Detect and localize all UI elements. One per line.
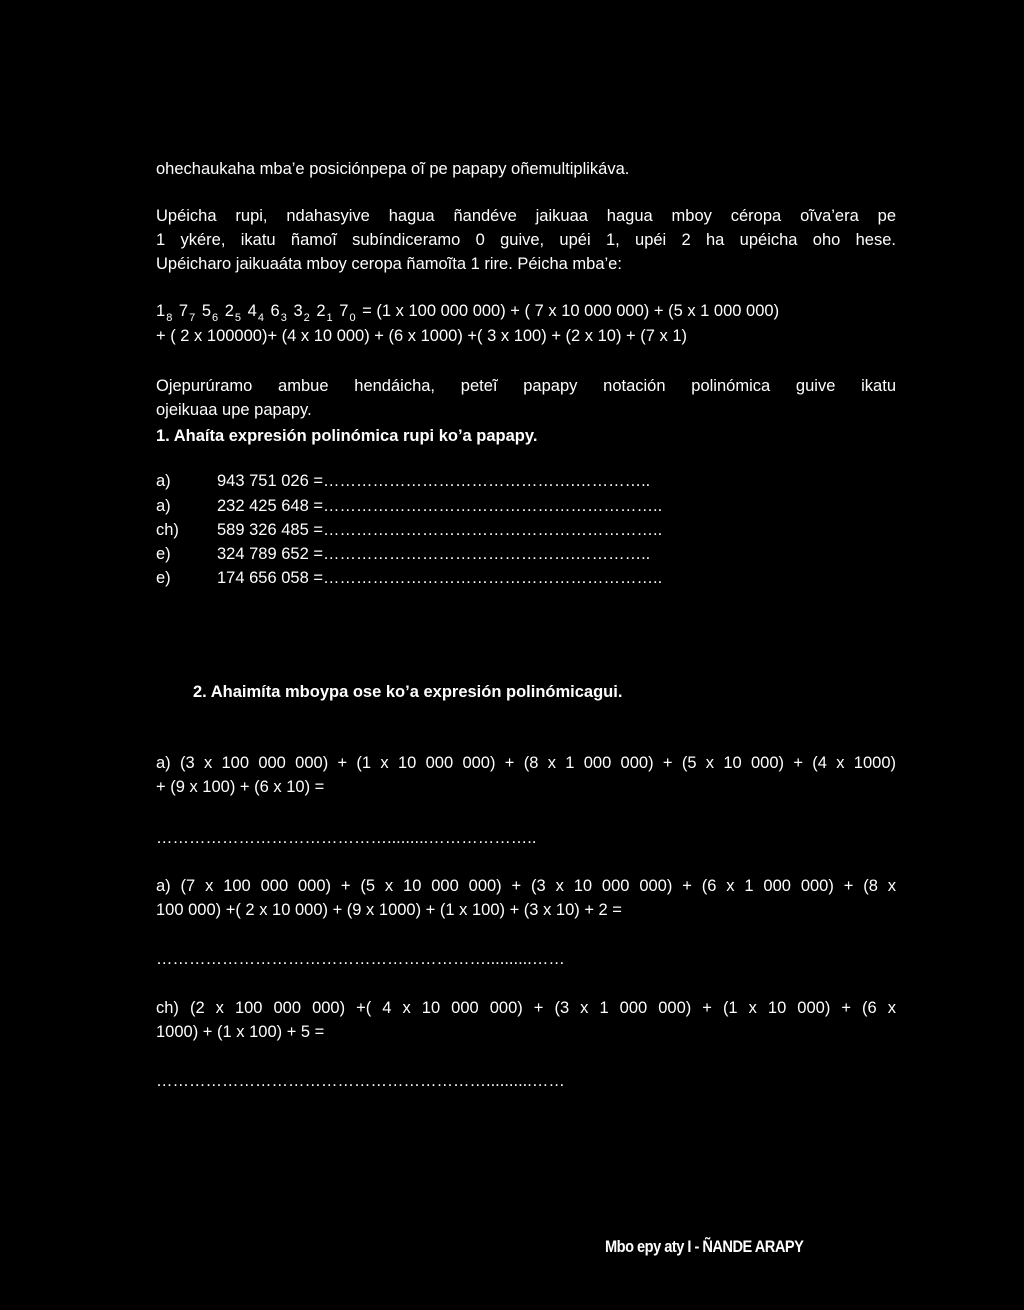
answer-blank[interactable]: ……………………………………………………..........…… <box>156 950 565 968</box>
polynomial-expression-line: 1000) + (1 x 100) + 5 = <box>156 1023 325 1041</box>
intro-paragraph <box>156 204 896 276</box>
example-expansion-continued: + ( 2 x 100000)+ (4 x 10 000) + (6 x 1000) +( 3 x 100) + (2 x 10) + (7 x 1) <box>156 327 688 345</box>
intro-paragraph-line: 1 ykére, ikatu ñamoĩ subíndiceramo 0 guive, upéi 1, upéi 2 ha upéicha oho hese. <box>156 231 896 249</box>
answer-blank[interactable]: ……………………………………………………..........…… <box>156 1072 565 1090</box>
polynomial-item <box>156 996 896 1044</box>
section1-heading: 1. Ahaíta expresión polinómica rupi ko’a papapy. <box>156 427 538 445</box>
polynomial-item <box>156 874 896 922</box>
digit: $7_0$ <box>339 302 357 324</box>
digit: $3_2$ <box>293 302 311 324</box>
digit: $7_7$ <box>178 302 197 324</box>
answer-blank[interactable]: ……………………………………….………….. <box>322 472 651 490</box>
digit: $5_6$ <box>201 302 220 324</box>
polynomial-expression-line: a) (3 x 100 000 000) + (1 x 10 000 000) + (8 x 1 000 000) + (5 x 10 000) + (4 x 1000) <box>156 754 896 772</box>
example-expansion <box>156 299 896 323</box>
section2-heading: 2. Ahaimíta mboypa ose ko’a expresión polinómicagui. <box>193 683 623 701</box>
section1-paragraph <box>156 374 896 422</box>
answer-blank[interactable]: …………………………………………………….. <box>322 497 663 515</box>
exercise-number: 589 326 485 =…………………………………………………….. <box>217 521 663 539</box>
intro-paragraph-line: Upéicha rupi, ndahasyive hagua ñandéve jaikuaa hagua mboy céropa oĩva’era pe <box>156 207 896 225</box>
exercise-number: 232 425 648 =…………………………………………………….. <box>217 497 663 515</box>
polynomial-expression-line: + (9 x 100) + (6 x 10) = <box>156 778 325 796</box>
exercise-number: 943 751 026 =……………………………………….………….. <box>217 472 651 490</box>
digit: $6_3$ <box>270 302 288 324</box>
polynomial-expression-line: 100 000) +( 2 x 10 000) + (9 x 1000) + (1 x 100) + (3 x 10) + 2 = <box>156 901 622 919</box>
footer-title: Mbo epy aty I - ÑANDE ARAPY <box>605 1237 804 1256</box>
section1-paragraph-line: ojeikuaa upe papapy. <box>156 401 312 419</box>
polynomial-expression-line: a) (7 x 100 000 000) + (5 x 10 000 000) + (3 x 10 000 000) + (6 x 1 000 000) + (8 x <box>156 877 896 895</box>
answer-blank[interactable]: …………………………………………………….. <box>322 569 663 587</box>
answer-blank[interactable]: ……………………………………….………….. <box>322 545 651 563</box>
exercise-number: 174 656 058 =…………………………………………………….. <box>217 569 663 587</box>
exercise-label: a) <box>156 497 171 515</box>
exercise-label: e) <box>156 569 171 587</box>
intro-line: ohechaukaha mba’e posiciónpepa oĩ pe papapy oñemultiplikáva. <box>156 160 630 178</box>
digit: $2_1$ <box>316 302 334 324</box>
digit: $4_4$ <box>247 302 265 324</box>
expansion-text: = (1 x 100 000 000) + ( 7 x 10 000 000) + (5 x 1 000 000) <box>362 302 780 320</box>
digit: $1_8$ <box>156 302 174 324</box>
exercise-label: a) <box>156 472 171 490</box>
polynomial-item <box>156 751 896 799</box>
answer-blank[interactable]: …………………………………………………….. <box>322 521 663 539</box>
section1-paragraph-line: Ojepurúramo ambue hendáicha, peteĩ papapy notación polinómica guive ikatu <box>156 377 896 395</box>
subscripted-number <box>156 302 362 324</box>
digit: $2_5$ <box>224 302 243 324</box>
exercise-number: 324 789 652 =……………………………………….………….. <box>217 545 651 563</box>
polynomial-expression-line: ch) (2 x 100 000 000) +( 4 x 10 000 000) + (3 x 1 000 000) + (1 x 10 000) + (6 x <box>156 999 896 1017</box>
intro-paragraph-line: Upéicharo jaikuaáta mboy ceropa ñamoĩta 1 rire. Péicha mba’e: <box>156 255 622 273</box>
answer-blank[interactable]: …………………………………….........……………….. <box>156 829 537 847</box>
exercise-label: ch) <box>156 521 179 539</box>
exercise-label: e) <box>156 545 171 563</box>
